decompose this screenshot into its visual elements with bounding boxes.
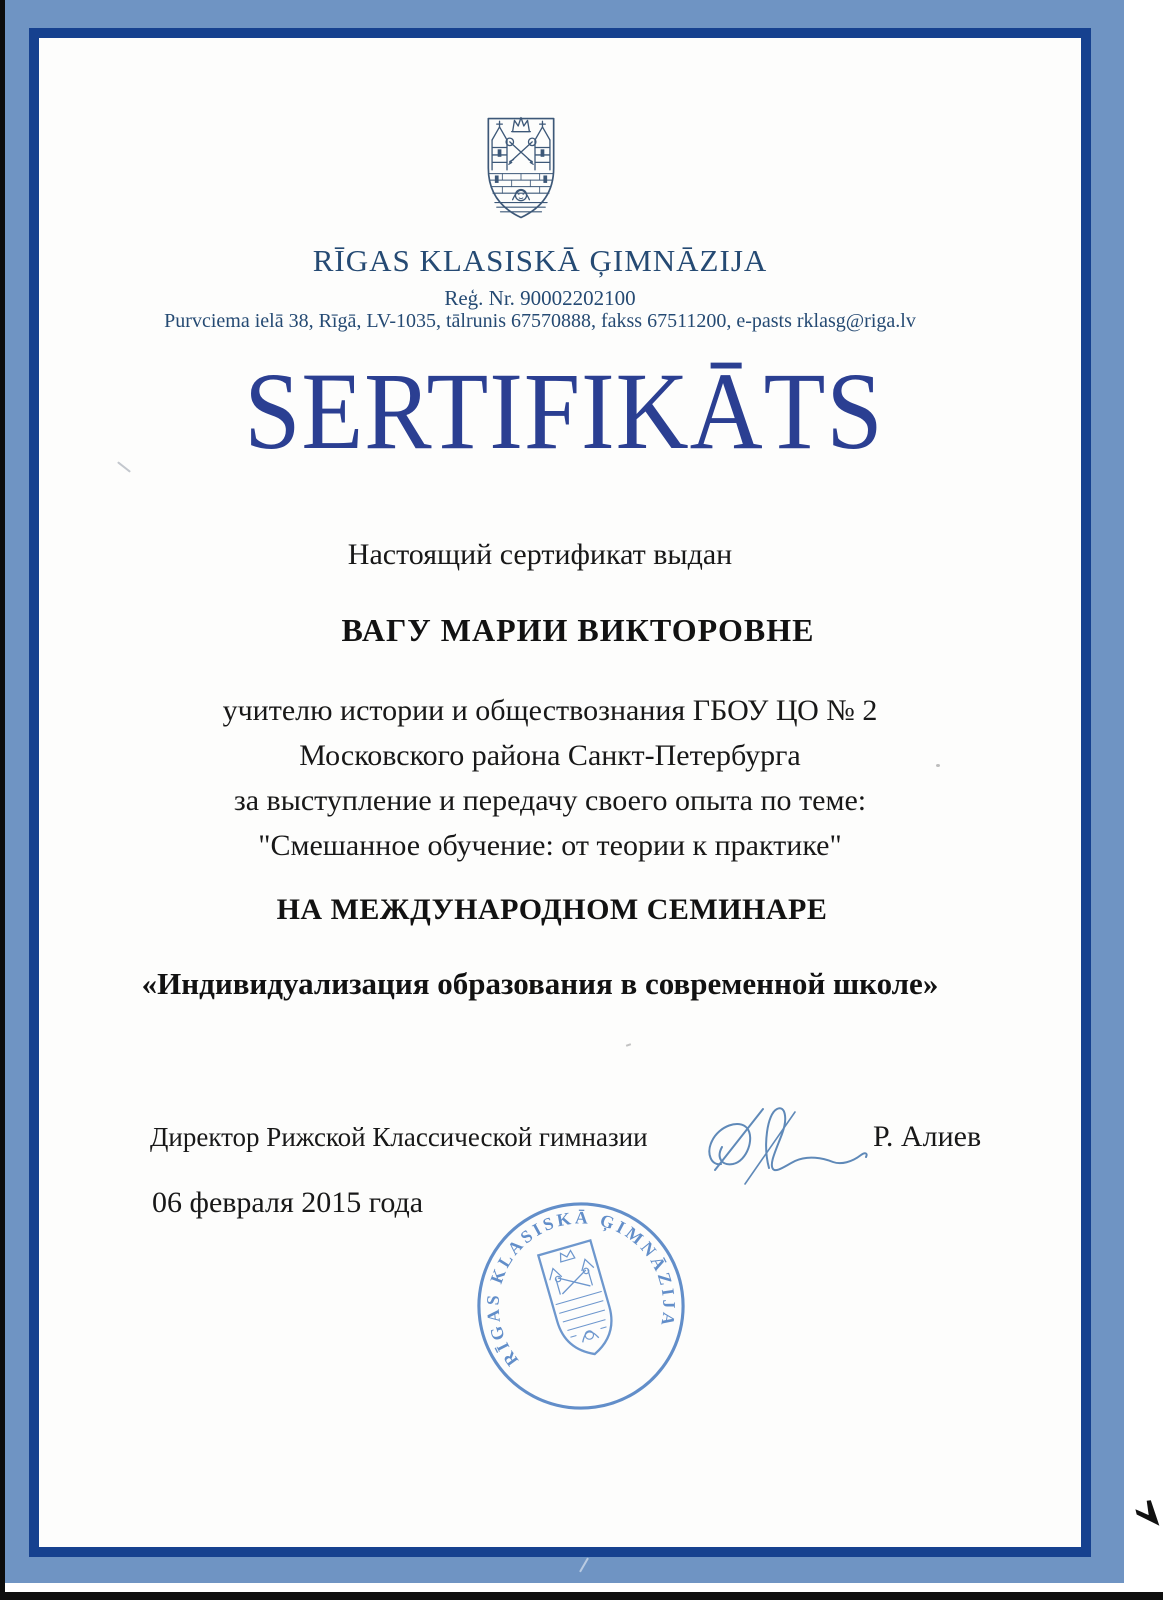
description-line: за выступление и передачу своего опыта по теме: [233, 784, 867, 817]
registration-number: Reģ. Nr. 90002202100 [444, 286, 636, 310]
description-line: Московского района Санкт-Петербурга [299, 739, 801, 772]
scan-edge-artifact [0, 0, 5, 1600]
event-title: «Индивидуализация образования в современной школе» [141, 966, 939, 1001]
event-type: НА МЕЖДУНАРОДНОМ СЕМИНАРЕ [276, 893, 828, 926]
recipient-name: ВАГУ МАРИИ ВИКТОРОВНЕ [341, 612, 815, 648]
scan-ink-blotch [1134, 1500, 1162, 1526]
issue-date: 06 февраля 2015 года [152, 1186, 424, 1219]
certificate-content [40, 38, 1040, 1558]
description-paragraph [50, 688, 1050, 868]
scan-speck [936, 764, 940, 767]
description-line: учителю истории и обществознания ГБОУ ЦО № 2 [222, 694, 878, 727]
scan-edge-artifact [0, 1592, 1163, 1600]
school-address: Purvciema ielā 38, Rīgā, LV-1035, tālrunis 67570888, fakss 67511200, e-pasts rklasg@riga.lv [164, 310, 916, 332]
director-position-label: Директор Рижской Классической гимназии [150, 1122, 648, 1152]
director-name: Р. Алиев [873, 1120, 982, 1153]
description-line: "Смешанное обучение: от теории к практике" [258, 829, 842, 862]
coat-of-arms-icon [473, 112, 569, 224]
round-school-stamp-icon [456, 1181, 706, 1431]
handwritten-signature-icon [705, 1096, 885, 1188]
certificate-title: SERTIFIKĀTS [244, 350, 884, 472]
stamp-text: RĪGAS KLASISKĀ ĢIMNĀZIJA [482, 1207, 680, 1370]
school-name: RĪGAS KLASISKĀ ĢIMNĀZIJA [312, 243, 768, 278]
issued-statement: Настоящий сертификат выдан [347, 538, 733, 571]
